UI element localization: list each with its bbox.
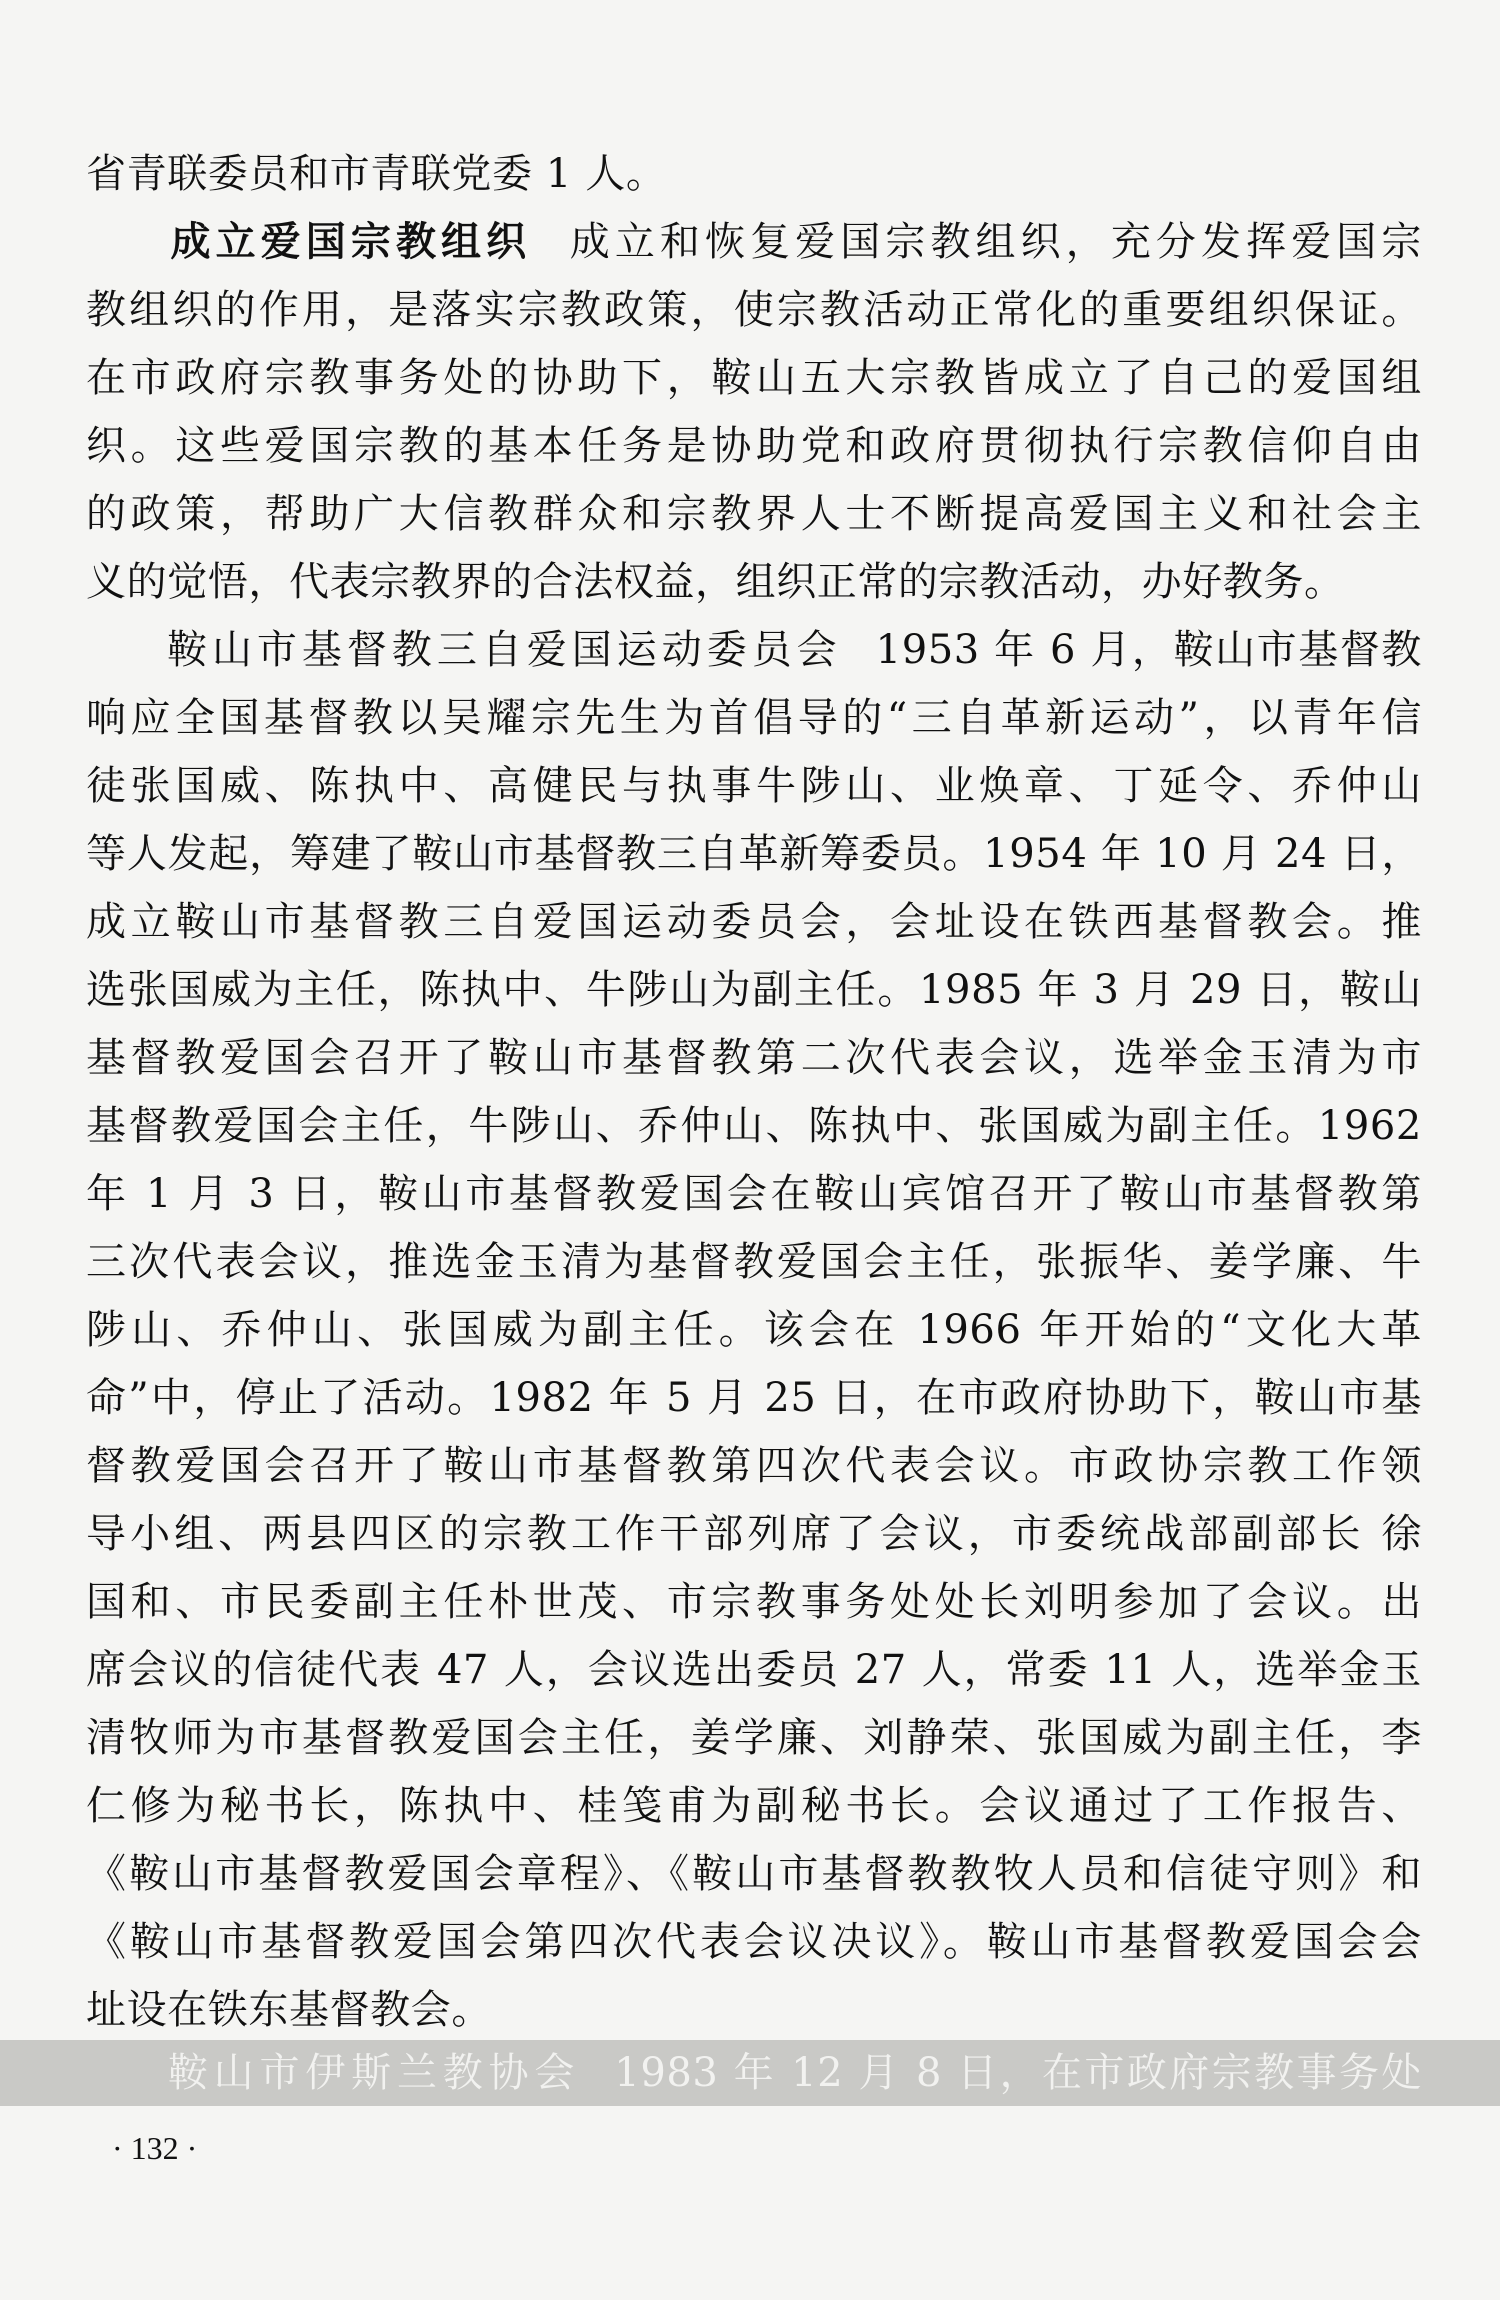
paragraph-line: 的政策，帮助广大信教群众和宗教界人士不断提高爱国主义和社会主	[86, 491, 1422, 537]
paragraph-line: 国和、市民委副主任朴世茂、市宗教事务处处长刘明参加了会议。出	[86, 1579, 1422, 1625]
paragraph-line: 基督教爱国会主任，牛陟山、乔仲山、陈执中、张国威为副主任。1962	[86, 1103, 1422, 1149]
page-number: · 132 ·	[112, 2130, 198, 2166]
paragraph-line: 成立和恢复爱国宗教组织，充分发挥爱国宗	[565, 219, 1422, 265]
paragraph-line: 年 1 月 3 日，鞍山市基督教爱国会在鞍山宾馆召开了鞍山市基督教第	[86, 1171, 1422, 1217]
paragraph-line: 织。这些爱国宗教的基本任务是协助党和政府贯彻执行宗教信仰自由	[86, 423, 1422, 469]
paragraph-line: 址设在铁东基督教会。	[86, 1987, 492, 2033]
paragraph-line: 1983 年 12 月 8 日，在市政府宗教事务处	[614, 2050, 1422, 2096]
paragraph-line: 陟山、乔仲山、张国威为副主任。该会在 1966 年开始的“文化大革	[86, 1307, 1422, 1353]
paragraph-line: 义的觉悟，代表宗教界的合法权益，组织正常的宗教活动，办好教务。	[86, 559, 1345, 605]
paragraph-line: 督教爱国会召开了鞍山市基督教第四次代表会议。市政协宗教工作领	[86, 1443, 1422, 1489]
paragraph-line: 命”中，停止了活动。1982 年 5 月 25 日，在市政府协助下，鞍山市基	[86, 1375, 1422, 1421]
section-heading-patriotic-religious-orgs: 成立爱国宗教组织	[166, 219, 532, 265]
paragraph-line: 徒张国威、陈执中、高健民与执事牛陟山、业焕章、丁延令、乔仲山	[86, 763, 1422, 809]
paragraph-line: 响应全国基督教以吴耀宗先生为首倡导的“三自革新运动”，以青年信	[86, 695, 1422, 741]
paragraph-line: 仁修为秘书长，陈执中、桂笺甫为副秘书长。会议通过了工作报告、	[86, 1783, 1422, 1829]
paragraph-line: 清牧师为市基督教爱国会主任，姜学廉、刘静荣、张国威为副主任，李	[86, 1715, 1422, 1761]
paragraph-line: 基督教爱国会召开了鞍山市基督教第二次代表会议，选举金玉清为市	[86, 1035, 1422, 1081]
paragraph-line: 三次代表会议，推选金玉清为基督教爱国会主任，张振华、姜学廉、牛	[86, 1239, 1422, 1285]
document-body	[86, 140, 1422, 2044]
section-heading-islamic-association: 鞍山市伊斯兰教协会	[166, 2050, 581, 2096]
section-first-line	[86, 208, 1422, 276]
section-first-line-faded	[86, 2040, 1422, 2106]
intro-line: 省青联委员和市青联党委 1 人。	[86, 151, 667, 197]
paragraph-line: 教组织的作用，是落实宗教政策，使宗教活动正常化的重要组织保证。	[86, 287, 1422, 333]
paragraph-line: 1953 年 6 月，鞍山市基督教	[875, 627, 1422, 673]
paragraph-line: 《鞍山市基督教爱国会章程》、《鞍山市基督教教牧人员和信徒守则》和	[86, 1851, 1422, 1897]
paragraph-line: 《鞍山市基督教爱国会第四次代表会议决议》。鞍山市基督教爱国会会	[86, 1919, 1422, 1965]
paragraph-line: 选张国威为主任，陈执中、牛陟山为副主任。1985 年 3 月 29 日，鞍山	[86, 967, 1422, 1013]
paragraph-line: 等人发起，筹建了鞍山市基督教三自革新筹委员。1954 年 10 月 24 日，	[86, 831, 1422, 877]
paragraph-line: 在市政府宗教事务处的协助下，鞍山五大宗教皆成立了自己的爱国组	[86, 355, 1422, 401]
section-heading-christian-committee: 鞍山市基督教三自爱国运动委员会	[166, 627, 842, 673]
section-first-line	[86, 616, 1422, 684]
paragraph-line: 席会议的信徒代表 47 人，会议选出委员 27 人，常委 11 人，选举金玉	[86, 1647, 1422, 1693]
paragraph-line: 导小组、两县四区的宗教工作干部列席了会议，市委统战部副部长 徐	[86, 1511, 1422, 1557]
paragraph-line: 成立鞍山市基督教三自爱国运动委员会，会址设在铁西基督教会。推	[86, 899, 1422, 945]
